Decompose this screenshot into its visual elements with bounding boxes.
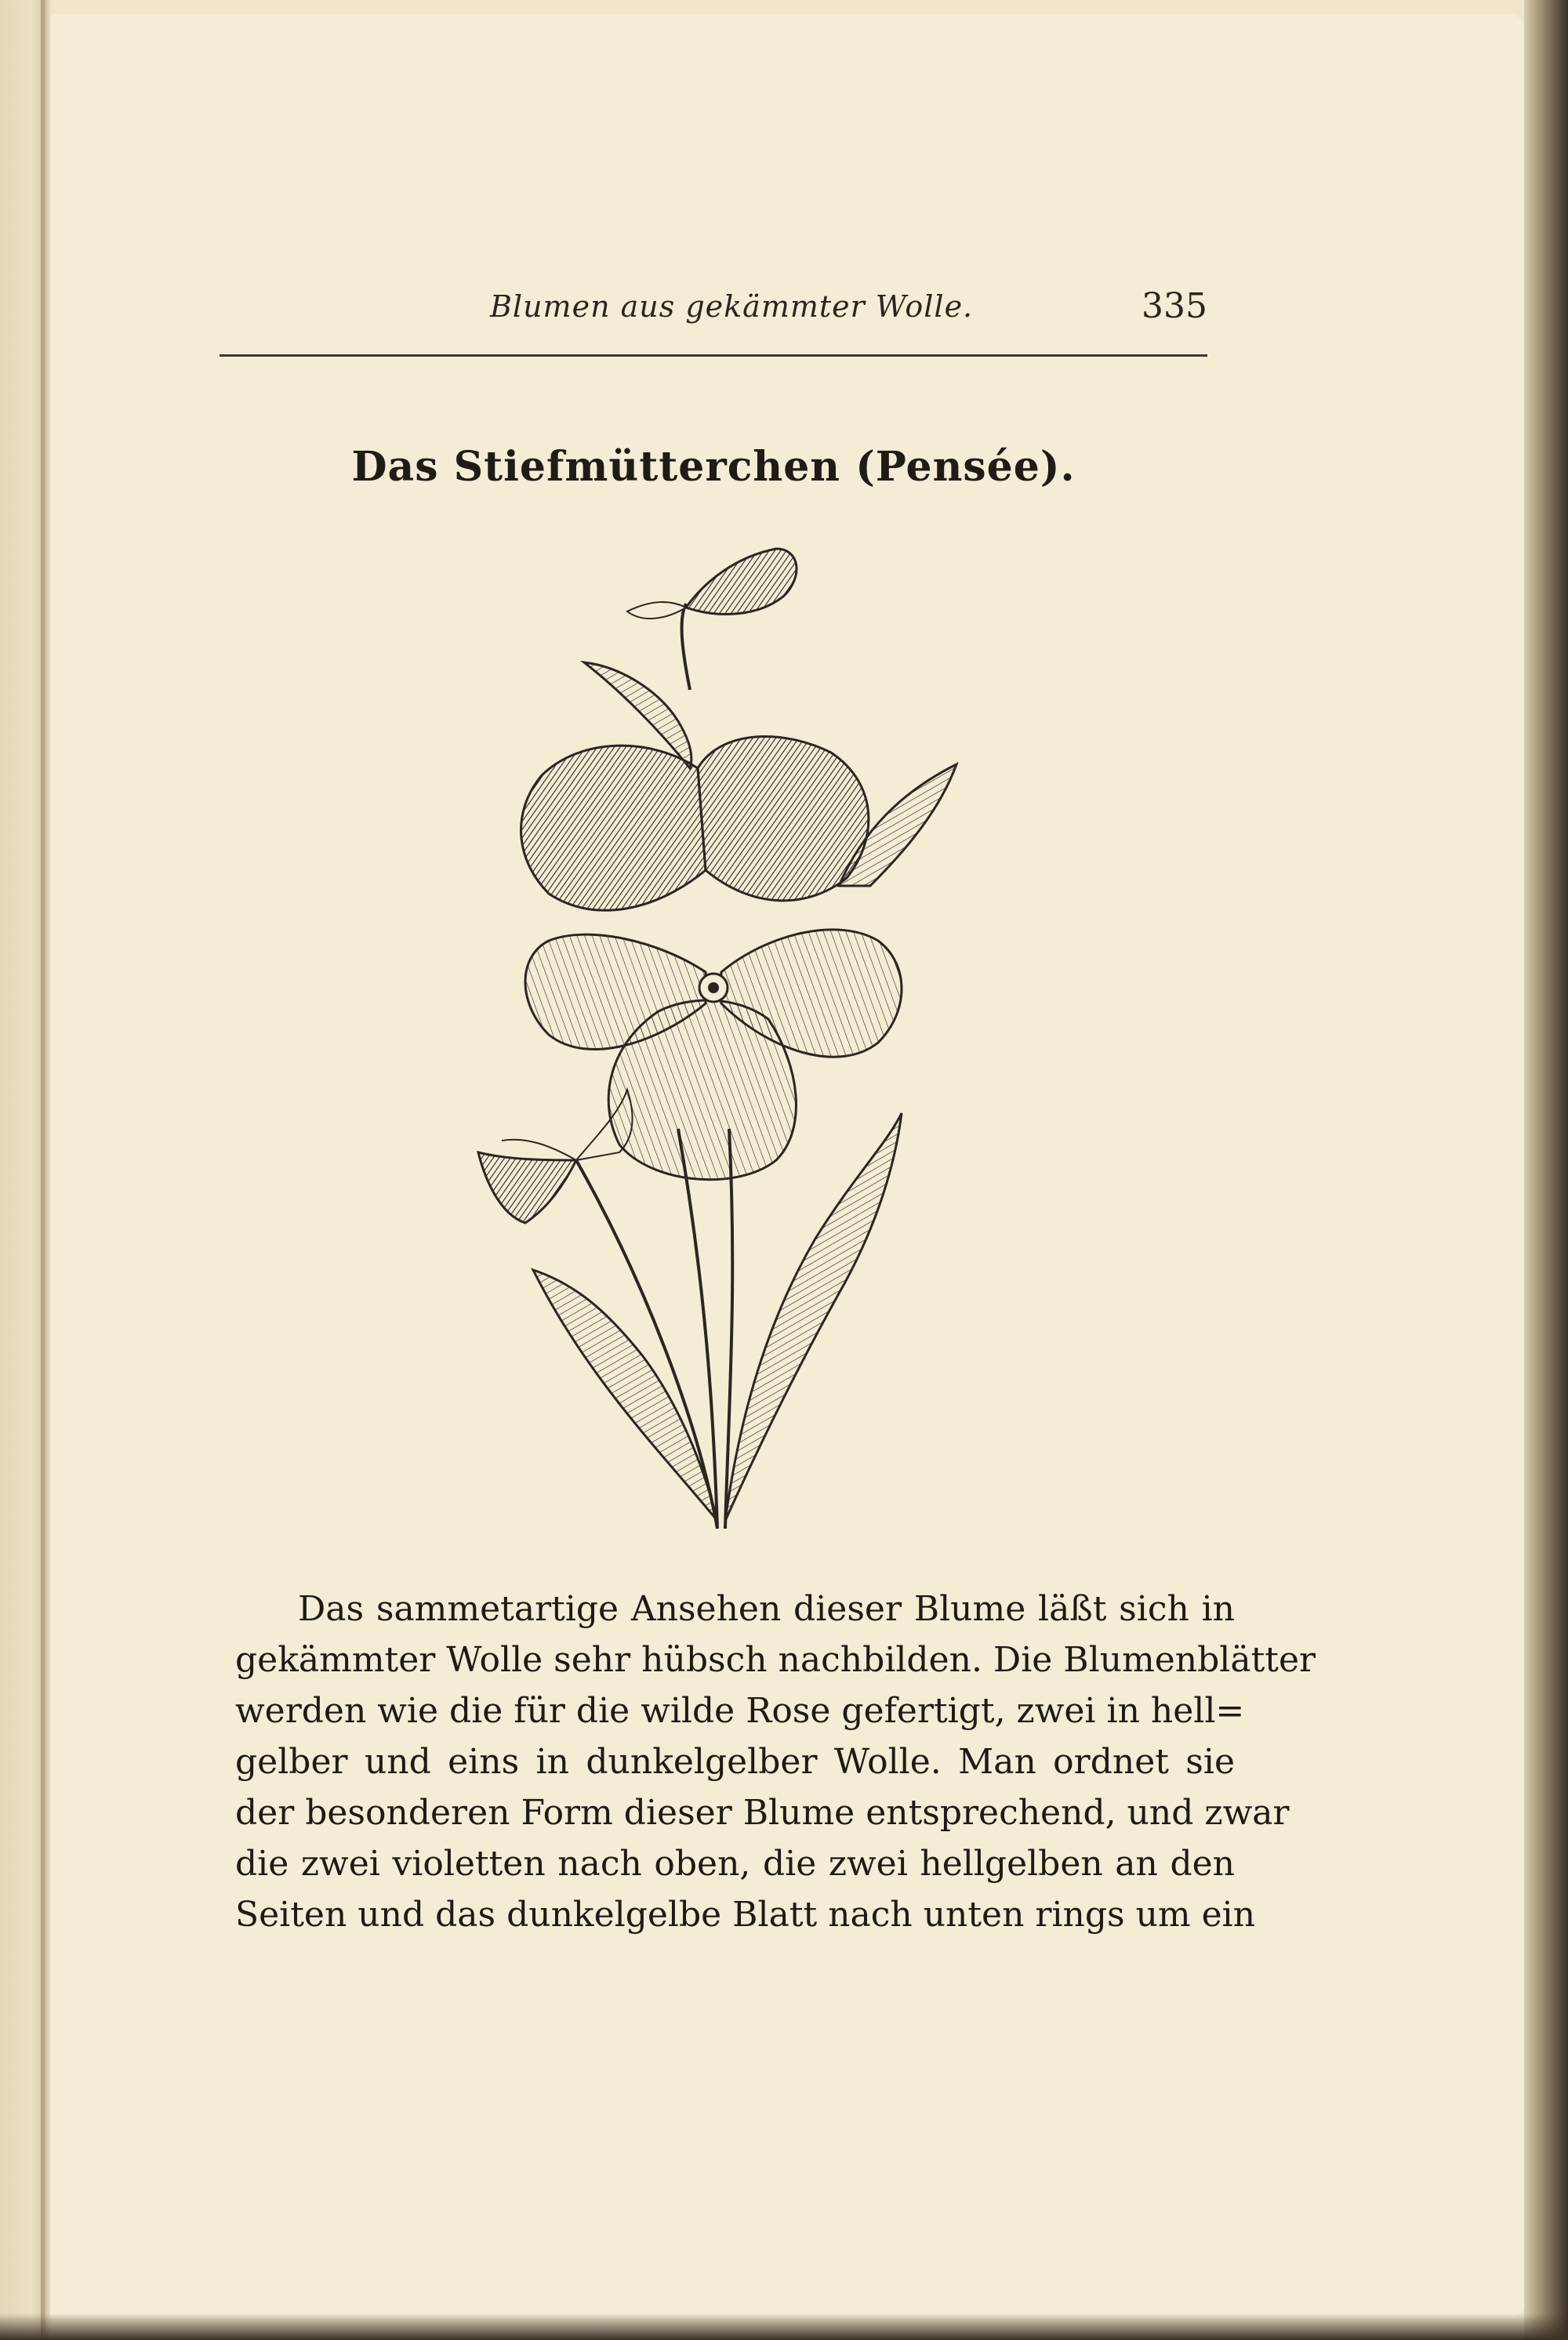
bud-top [627, 549, 797, 619]
book-cover-edge [1524, 0, 1568, 2340]
body-line: der besonderen Form dieser Blume entsprechend, und zwar [235, 1793, 1290, 1833]
pansy-illustration [408, 533, 1004, 1536]
body-line: Das sammetartige Ansehen dieser Blume läßt sich in [298, 1589, 1235, 1629]
body-paragraph [235, 1584, 1316, 1940]
section-title: Das Stiefmütterchen (Pensée). [351, 443, 1076, 491]
header-rule [220, 354, 1207, 357]
page-number: 335 [1142, 286, 1207, 326]
body-line: gelber und eins in dunkelgelber Wolle. Man ordnet sie [235, 1742, 1235, 1782]
petal-upper-right [698, 737, 869, 901]
left-page-edge [0, 0, 45, 2340]
bottom-edge [0, 2313, 1568, 2340]
body-line: gekämmter Wolle sehr hübsch nachbilden. Die Blumenblätter [235, 1640, 1316, 1680]
leaf-lower-left [533, 1270, 717, 1521]
body-line: die zwei violetten nach oben, die zwei hellgelben an den [235, 1844, 1235, 1884]
running-head [220, 286, 1207, 333]
body-line: werden wie die für die wilde Rose gefertigt, zwei in hell= [235, 1691, 1245, 1731]
body-line: Seiten und das dunkelgelbe Blatt nach unten rings um ein [235, 1895, 1256, 1935]
running-title: Blumen aus gekämmter Wolle. [490, 289, 974, 324]
petal-upper-left [521, 746, 706, 910]
